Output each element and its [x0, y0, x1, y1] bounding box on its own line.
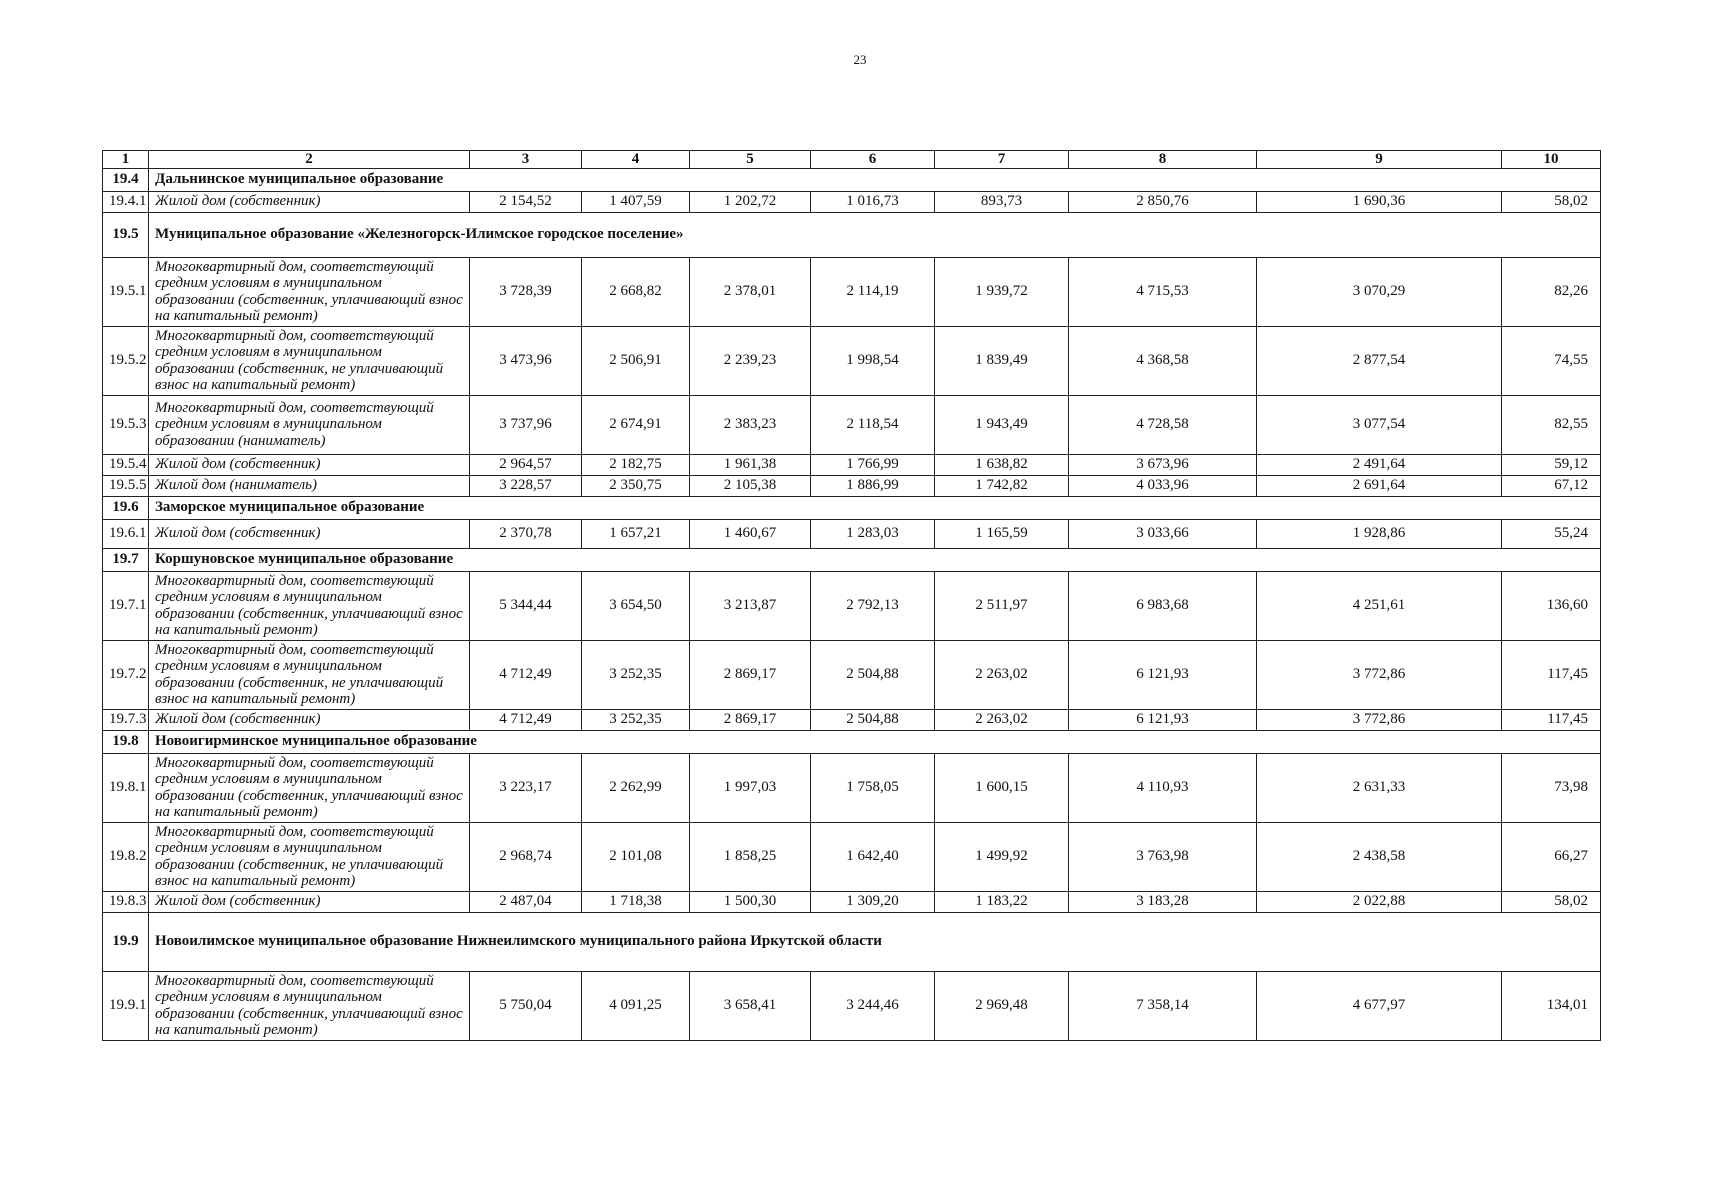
section-title: Муниципальное образование «Железногорск-Илимское городское поселение»: [149, 212, 1601, 257]
value-cell: 1 690,36: [1257, 191, 1502, 212]
value-cell: 3 654,50: [582, 571, 690, 640]
value-cell: 4 715,53: [1069, 257, 1257, 326]
section-number: 19.8: [103, 730, 149, 753]
header-cell: 7: [935, 151, 1069, 169]
value-cell: 2 631,33: [1257, 753, 1502, 822]
value-cell: 82,26: [1502, 257, 1601, 326]
row-description: Многоквартирный дом, соответствующий средним условиям в муниципальном образовании (собственник, уплачивающий взнос на капитальный ремонт): [149, 257, 470, 326]
row-number: 19.8.3: [103, 891, 149, 912]
value-cell: 2 263,02: [935, 709, 1069, 730]
value-cell: 1 283,03: [811, 519, 935, 548]
value-cell: 1 642,40: [811, 822, 935, 891]
value-cell: 3 772,86: [1257, 709, 1502, 730]
value-cell: 2 118,54: [811, 395, 935, 454]
table-row: [103, 454, 1601, 475]
value-cell: 2 350,75: [582, 475, 690, 496]
value-cell: 1 758,05: [811, 753, 935, 822]
table-row: [103, 475, 1601, 496]
table-row: [103, 640, 1601, 709]
section-row: [103, 496, 1601, 519]
value-cell: 2 674,91: [582, 395, 690, 454]
section-number: 19.4: [103, 168, 149, 191]
value-cell: 3 077,54: [1257, 395, 1502, 454]
value-cell: 2 668,82: [582, 257, 690, 326]
value-cell: 2 022,88: [1257, 891, 1502, 912]
row-number: 19.7.1: [103, 571, 149, 640]
row-number: 19.7.3: [103, 709, 149, 730]
section-title: Новоигирминское муниципальное образование: [149, 730, 1601, 753]
section-number: 19.9: [103, 912, 149, 971]
section-number: 19.7: [103, 548, 149, 571]
value-cell: 117,45: [1502, 640, 1601, 709]
value-cell: 59,12: [1502, 454, 1601, 475]
section-number: 19.5: [103, 212, 149, 257]
value-cell: 4 251,61: [1257, 571, 1502, 640]
row-number: 19.6.1: [103, 519, 149, 548]
row-description: Жилой дом (собственник): [149, 519, 470, 548]
value-cell: 4 368,58: [1069, 326, 1257, 395]
value-cell: 6 983,68: [1069, 571, 1257, 640]
value-cell: 1 407,59: [582, 191, 690, 212]
value-cell: 2 438,58: [1257, 822, 1502, 891]
row-description: Многоквартирный дом, соответствующий средним условиям в муниципальном образовании (собственник, уплачивающий взнос на капитальный ремонт): [149, 971, 470, 1040]
value-cell: 66,27: [1502, 822, 1601, 891]
value-cell: 4 091,25: [582, 971, 690, 1040]
row-description: Жилой дом (собственник): [149, 191, 470, 212]
value-cell: 4 712,49: [470, 640, 582, 709]
header-cell: 5: [690, 151, 811, 169]
value-cell: 893,73: [935, 191, 1069, 212]
value-cell: 3 228,57: [470, 475, 582, 496]
tariff-table: [102, 150, 1601, 1041]
value-cell: 3 070,29: [1257, 257, 1502, 326]
row-description: Многоквартирный дом, соответствующий средним условиям в муниципальном образовании (собственник, уплачивающий взнос на капитальный ремонт): [149, 753, 470, 822]
table-row: [103, 709, 1601, 730]
value-cell: 2 869,17: [690, 709, 811, 730]
value-cell: 2 105,38: [690, 475, 811, 496]
row-number: 19.4.1: [103, 191, 149, 212]
section-number: 19.6: [103, 496, 149, 519]
value-cell: 1 961,38: [690, 454, 811, 475]
header-cell: 4: [582, 151, 690, 169]
value-cell: 4 033,96: [1069, 475, 1257, 496]
table-row: [103, 191, 1601, 212]
value-cell: 2 263,02: [935, 640, 1069, 709]
value-cell: 7 358,14: [1069, 971, 1257, 1040]
value-cell: 3 252,35: [582, 640, 690, 709]
row-number: 19.5.1: [103, 257, 149, 326]
header-cell: 10: [1502, 151, 1601, 169]
value-cell: 2 969,48: [935, 971, 1069, 1040]
section-row: [103, 548, 1601, 571]
value-cell: 1 638,82: [935, 454, 1069, 475]
value-cell: 4 712,49: [470, 709, 582, 730]
section-title: Заморское муниципальное образование: [149, 496, 1601, 519]
header-cell: 2: [149, 151, 470, 169]
value-cell: 2 378,01: [690, 257, 811, 326]
row-description: Многоквартирный дом, соответствующий средним условиям в муниципальном образовании (собственник, не уплачивающий взнос на капитальный ремонт): [149, 326, 470, 395]
value-cell: 3 244,46: [811, 971, 935, 1040]
value-cell: 2 487,04: [470, 891, 582, 912]
table-row: [103, 822, 1601, 891]
value-cell: 4 677,97: [1257, 971, 1502, 1040]
page-number: 23: [853, 52, 867, 67]
value-cell: 2 964,57: [470, 454, 582, 475]
value-cell: 74,55: [1502, 326, 1601, 395]
value-cell: 5 750,04: [470, 971, 582, 1040]
value-cell: 82,55: [1502, 395, 1601, 454]
row-number: 19.5.4: [103, 454, 149, 475]
row-number: 19.8.1: [103, 753, 149, 822]
value-cell: 2 850,76: [1069, 191, 1257, 212]
value-cell: 3 673,96: [1069, 454, 1257, 475]
value-cell: 4 110,93: [1069, 753, 1257, 822]
section-title: Дальнинское муниципальное образование: [149, 168, 1601, 191]
value-cell: 58,02: [1502, 891, 1601, 912]
row-number: 19.7.2: [103, 640, 149, 709]
value-cell: 67,12: [1502, 475, 1601, 496]
value-cell: 3 223,17: [470, 753, 582, 822]
value-cell: 1 742,82: [935, 475, 1069, 496]
header-cell: 1: [103, 151, 149, 169]
value-cell: 2 383,23: [690, 395, 811, 454]
section-row: [103, 168, 1601, 191]
row-description: Жилой дом (собственник): [149, 454, 470, 475]
value-cell: 1 997,03: [690, 753, 811, 822]
row-number: 19.5.3: [103, 395, 149, 454]
value-cell: 136,60: [1502, 571, 1601, 640]
table-row: [103, 891, 1601, 912]
row-number: 19.9.1: [103, 971, 149, 1040]
value-cell: 2 504,88: [811, 709, 935, 730]
value-cell: 1 939,72: [935, 257, 1069, 326]
value-cell: 1 202,72: [690, 191, 811, 212]
value-cell: 3 772,86: [1257, 640, 1502, 709]
value-cell: 1 016,73: [811, 191, 935, 212]
header-cell: 9: [1257, 151, 1502, 169]
section-row: [103, 212, 1601, 257]
value-cell: 3 728,39: [470, 257, 582, 326]
value-cell: 1 657,21: [582, 519, 690, 548]
value-cell: 3 473,96: [470, 326, 582, 395]
table-row: [103, 326, 1601, 395]
row-description: Жилой дом (наниматель): [149, 475, 470, 496]
value-cell: 3 183,28: [1069, 891, 1257, 912]
row-description: Жилой дом (собственник): [149, 709, 470, 730]
value-cell: 2 114,19: [811, 257, 935, 326]
row-description: Жилой дом (собственник): [149, 891, 470, 912]
row-description: Многоквартирный дом, соответствующий средним условиям в муниципальном образовании (наниматель): [149, 395, 470, 454]
value-cell: 3 737,96: [470, 395, 582, 454]
value-cell: 2 511,97: [935, 571, 1069, 640]
section-title: Коршуновское муниципальное образование: [149, 548, 1601, 571]
table-row: [103, 571, 1601, 640]
value-cell: 2 691,64: [1257, 475, 1502, 496]
value-cell: 2 154,52: [470, 191, 582, 212]
section-title: Новоилимское муниципальное образование Нижнеилимского муниципального района Иркутской области: [149, 912, 1601, 971]
value-cell: 3 033,66: [1069, 519, 1257, 548]
value-cell: 1 499,92: [935, 822, 1069, 891]
value-cell: 2 504,88: [811, 640, 935, 709]
value-cell: 2 491,64: [1257, 454, 1502, 475]
value-cell: 6 121,93: [1069, 709, 1257, 730]
value-cell: 2 370,78: [470, 519, 582, 548]
value-cell: 1 886,99: [811, 475, 935, 496]
value-cell: 2 877,54: [1257, 326, 1502, 395]
value-cell: 2 506,91: [582, 326, 690, 395]
value-cell: 2 182,75: [582, 454, 690, 475]
value-cell: 1 858,25: [690, 822, 811, 891]
table-row: [103, 971, 1601, 1040]
value-cell: 3 213,87: [690, 571, 811, 640]
value-cell: 1 718,38: [582, 891, 690, 912]
value-cell: 2 968,74: [470, 822, 582, 891]
value-cell: 1 766,99: [811, 454, 935, 475]
row-description: Многоквартирный дом, соответствующий средним условиям в муниципальном образовании (собственник, уплачивающий взнос на капитальный ремонт): [149, 571, 470, 640]
section-row: [103, 912, 1601, 971]
value-cell: 55,24: [1502, 519, 1601, 548]
table-row: [103, 395, 1601, 454]
value-cell: 1 839,49: [935, 326, 1069, 395]
table-row: [103, 753, 1601, 822]
value-cell: 5 344,44: [470, 571, 582, 640]
value-cell: 3 658,41: [690, 971, 811, 1040]
row-number: 19.8.2: [103, 822, 149, 891]
value-cell: 1 165,59: [935, 519, 1069, 548]
header-cell: 8: [1069, 151, 1257, 169]
value-cell: 1 600,15: [935, 753, 1069, 822]
header-cell: 6: [811, 151, 935, 169]
value-cell: 1 998,54: [811, 326, 935, 395]
value-cell: 117,45: [1502, 709, 1601, 730]
value-cell: 2 239,23: [690, 326, 811, 395]
value-cell: 134,01: [1502, 971, 1601, 1040]
value-cell: 3 252,35: [582, 709, 690, 730]
value-cell: 1 309,20: [811, 891, 935, 912]
value-cell: 3 763,98: [1069, 822, 1257, 891]
value-cell: 1 943,49: [935, 395, 1069, 454]
value-cell: 1 500,30: [690, 891, 811, 912]
value-cell: 1 460,67: [690, 519, 811, 548]
value-cell: 6 121,93: [1069, 640, 1257, 709]
value-cell: 58,02: [1502, 191, 1601, 212]
table-row: [103, 257, 1601, 326]
row-description: Многоквартирный дом, соответствующий средним условиям в муниципальном образовании (собственник, не уплачивающий взнос на капитальный ремонт): [149, 822, 470, 891]
table-row: [103, 519, 1601, 548]
row-description: Многоквартирный дом, соответствующий средним условиям в муниципальном образовании (собственник, не уплачивающий взнос на капитальный ремонт): [149, 640, 470, 709]
value-cell: 4 728,58: [1069, 395, 1257, 454]
value-cell: 2 262,99: [582, 753, 690, 822]
section-row: [103, 730, 1601, 753]
header-cell: 3: [470, 151, 582, 169]
value-cell: 1 183,22: [935, 891, 1069, 912]
value-cell: 73,98: [1502, 753, 1601, 822]
row-number: 19.5.2: [103, 326, 149, 395]
header-row: [103, 151, 1601, 169]
value-cell: 2 101,08: [582, 822, 690, 891]
row-number: 19.5.5: [103, 475, 149, 496]
value-cell: 2 869,17: [690, 640, 811, 709]
value-cell: 2 792,13: [811, 571, 935, 640]
value-cell: 1 928,86: [1257, 519, 1502, 548]
